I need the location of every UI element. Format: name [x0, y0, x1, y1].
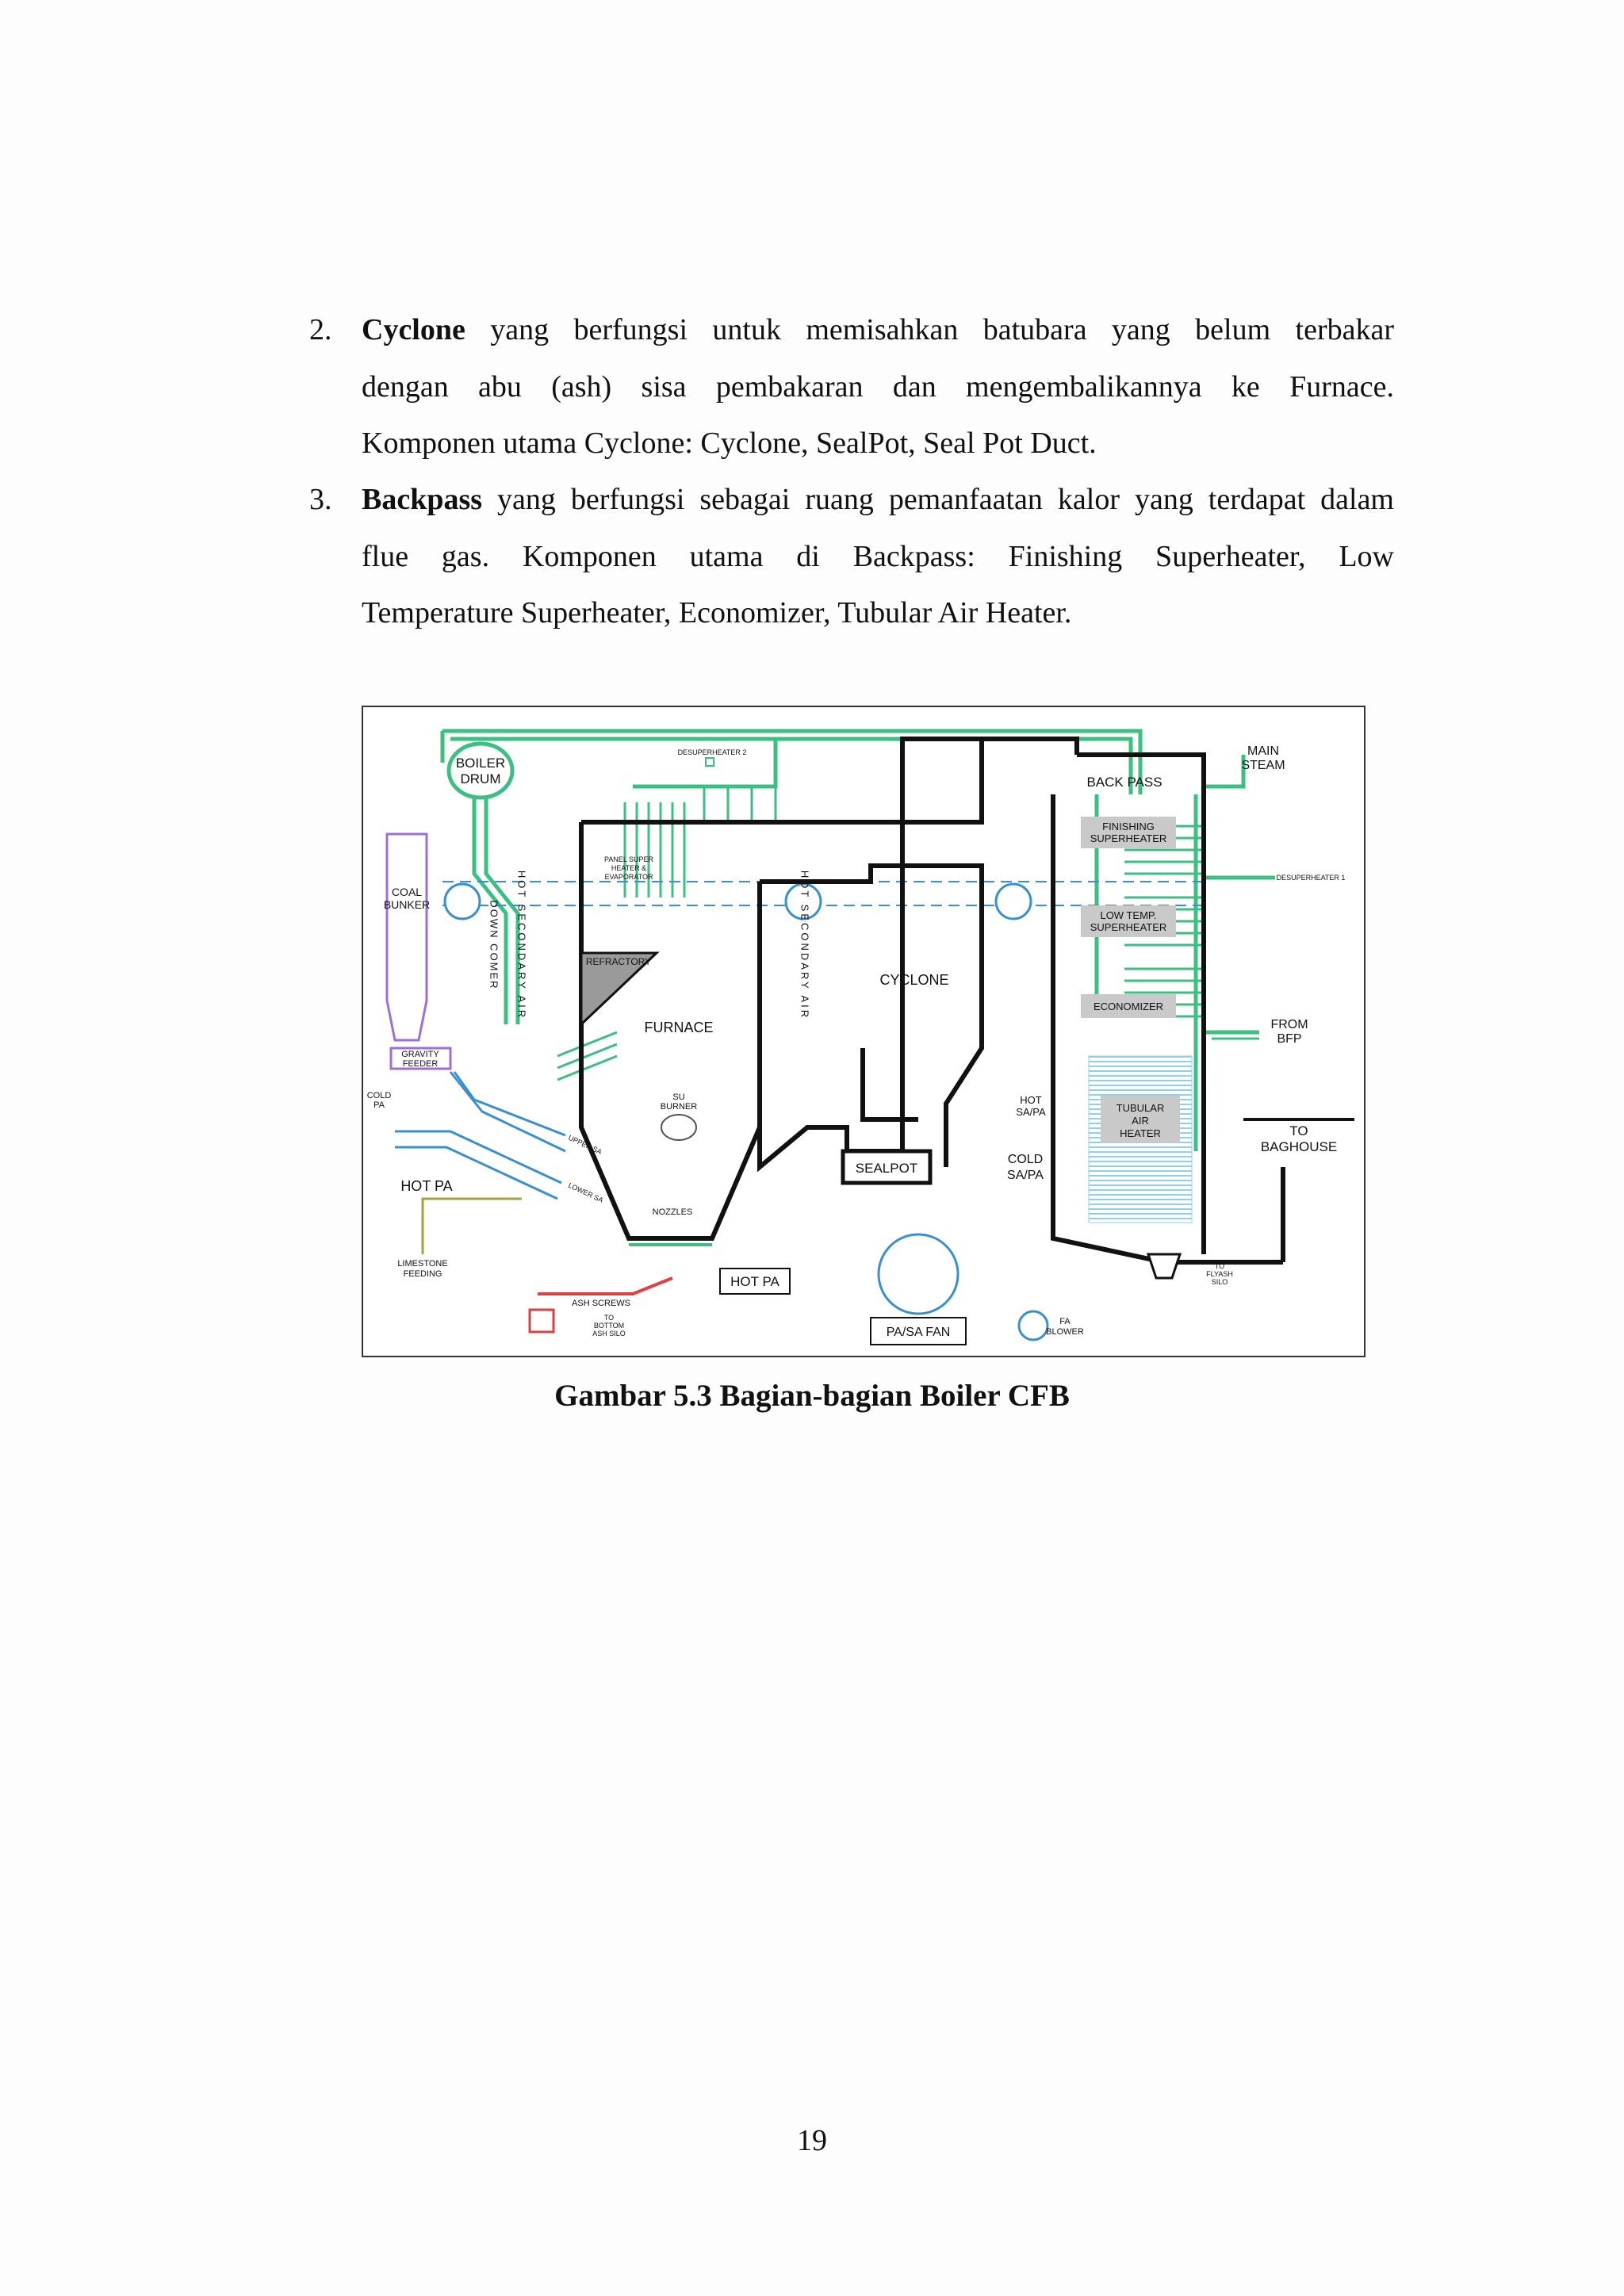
tubular-label: HEATER — [1120, 1127, 1161, 1139]
panel-label: HEATER & — [611, 864, 647, 872]
cyclone-label: CYCLONE — [879, 972, 949, 988]
tubular-label: TUBULAR — [1116, 1102, 1165, 1114]
list-item-backpass-line-1 — [362, 479, 1394, 520]
to-flyash-label: SILO — [1211, 1278, 1228, 1286]
to-bottom-label: TO — [603, 1314, 615, 1322]
to-baghouse-label: BAGHOUSE — [1260, 1139, 1338, 1154]
coal-bunker-label: COAL — [391, 886, 423, 898]
su-burner-label: BURNER — [660, 1102, 698, 1112]
desuperheater1-label: DESUPERHEATER 1 — [1276, 874, 1346, 882]
coal-bunker-label: BUNKER — [383, 898, 431, 911]
list-item-cyclone-line-3: Komponen utama Cyclone: Cyclone, SealPot, Seal Pot Duct. — [362, 427, 1097, 460]
economizer-label: ECONOMIZER — [1093, 1001, 1164, 1012]
back-pass-label: BACK PASS — [1086, 775, 1162, 790]
downcomer-label: DOWN COMER — [488, 900, 500, 990]
limestone-line — [423, 1199, 522, 1254]
list-item-backpass-line-2: flue gas. Komponen utama di Backpass: Finishing Superheater, Low — [362, 540, 1394, 573]
finishing-label: SUPERHEATER — [1090, 832, 1167, 844]
panel-label: PANEL SUPER — [603, 855, 654, 863]
hot-secondary-air-right-label: HOT SECONDARY AIR — [799, 870, 811, 1020]
list-number: 3. — [309, 483, 332, 516]
page-number: 19 — [797, 2124, 827, 2157]
fa-blower-label: BLOWER — [1046, 1327, 1084, 1337]
main-steam-label: MAIN — [1247, 744, 1279, 758]
backpass-roof — [982, 739, 1077, 755]
figure-caption: Gambar 5.3 Bagian-bagian Boiler CFB — [554, 1379, 1070, 1413]
list-item-cyclone-line-1 — [362, 309, 1394, 350]
cold-sapa-label: COLD — [1007, 1153, 1044, 1166]
su-burner-label: SU — [672, 1093, 685, 1102]
finishing-label: FINISHING — [1102, 821, 1155, 832]
hot-sapa-label: HOT — [1020, 1094, 1042, 1106]
from-bfp-label: FROM — [1270, 1018, 1308, 1031]
hot-pa-left-label: HOT PA — [400, 1178, 453, 1194]
to-baghouse-label: TO — [1289, 1123, 1308, 1138]
to-bottom-label: BOTTOM — [593, 1322, 625, 1330]
pa-sa-fan-label: PA/SA FAN — [886, 1326, 951, 1339]
cyclone-dipleg — [863, 1048, 918, 1119]
flyash-hopper — [1148, 1254, 1180, 1278]
lower-sa-label: LOWER SA — [567, 1181, 605, 1204]
to-bottom-label: ASH SILO — [592, 1330, 626, 1337]
nozzles-label: NOZZLES — [652, 1207, 693, 1217]
term-backpass: Backpass — [362, 483, 483, 516]
upper-sa-label: UPPER SA — [567, 1133, 603, 1157]
furnace-label: FURNACE — [644, 1020, 714, 1035]
coal-bunker — [387, 834, 427, 1040]
su-burner — [661, 1115, 696, 1140]
to-flyash-label: TO — [1214, 1262, 1225, 1270]
desuperheater2-valve — [706, 758, 714, 766]
cyclone-duct — [760, 882, 902, 1167]
ash-screw-motor — [530, 1310, 553, 1332]
boiler-drum-label: BOILER — [455, 756, 506, 771]
cold-pa-label: COLD — [366, 1091, 392, 1100]
ash-screw-line — [538, 1278, 672, 1294]
lowtemp-label: LOW TEMP. — [1100, 909, 1157, 921]
cyclone-roller-left — [445, 884, 480, 919]
cold-pa-label: PA — [373, 1100, 385, 1110]
lowtemp-label: SUPERHEATER — [1090, 921, 1167, 933]
limestone-label: FEEDING — [403, 1269, 442, 1279]
limestone-label: LIMESTONE — [397, 1259, 448, 1269]
cold-sapa-label: SA/PA — [1007, 1169, 1044, 1182]
panel-label: EVAPORATOR — [604, 873, 653, 881]
text: yang berfungsi sebagai ruang pemanfaatan kalor yang terdapat dalam — [497, 483, 1394, 516]
text: yang berfungsi untuk memisahkan batubara yang belum terbakar — [490, 313, 1394, 346]
main-steam-label: STEAM — [1241, 759, 1285, 772]
list-item-cyclone-line-2: dengan abu (ash) sisa pembakaran dan mengembalikannya ke Furnace. — [362, 370, 1394, 404]
from-bfp-label: BFP — [1277, 1032, 1302, 1046]
boiler-drum-label: DRUM — [460, 771, 501, 786]
refractory-label: REFRACTORY — [585, 956, 652, 967]
cyclone-roller-right — [996, 884, 1031, 919]
desuperheater2-label: DESUPERHEATER 2 — [677, 748, 747, 756]
list-item-backpass-line-3: Temperature Superheater, Economizer, Tubular Air Heater. — [362, 596, 1072, 629]
pa-sa-fan — [879, 1234, 958, 1314]
list-number: 2. — [309, 313, 332, 346]
gravity-feeder-label: FEEDER — [402, 1059, 439, 1069]
sealpot-label: SEALPOT — [855, 1161, 918, 1176]
boiler-cfb-diagram — [362, 706, 1365, 1357]
gravity-feeder-label: GRAVITY — [401, 1050, 439, 1059]
hot-sapa-label: SA/PA — [1016, 1106, 1046, 1118]
fa-blower — [1019, 1311, 1048, 1340]
to-flyash-label: FLYASH — [1206, 1270, 1233, 1278]
boiler-drum — [449, 744, 512, 798]
fa-blower-label: FA — [1059, 1317, 1071, 1326]
term-cyclone: Cyclone — [362, 313, 465, 346]
hot-pa-bottom-label: HOT PA — [730, 1274, 779, 1289]
ash-screws-label: ASH SCREWS — [572, 1299, 630, 1308]
hot-secondary-air-left-label: HOT SECONDARY AIR — [515, 870, 528, 1020]
boiler-diagram-svg — [363, 707, 1364, 1356]
tubular-label: AIR — [1132, 1115, 1149, 1127]
